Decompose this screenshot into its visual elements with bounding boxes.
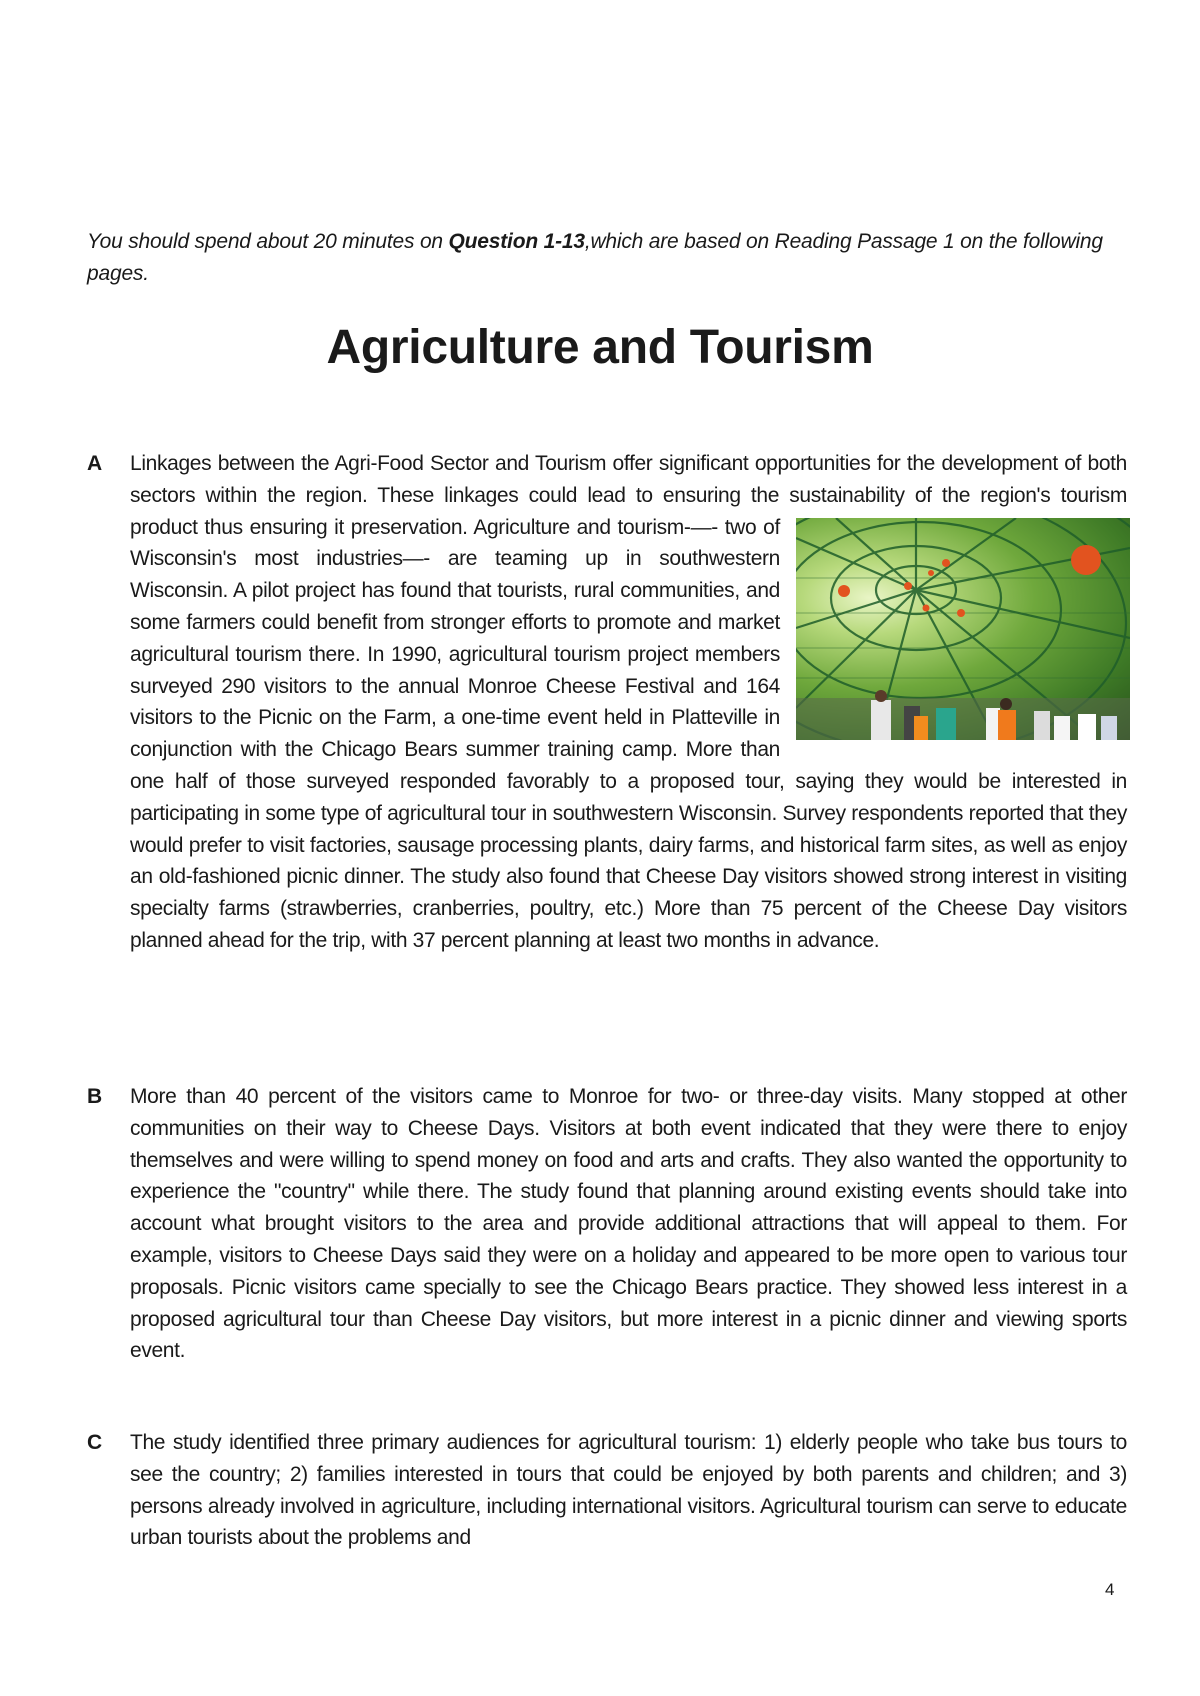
- paragraph-text: More than 40 percent of the visitors came to Monroe for two- or three-day visits. Many stopped at other communities on their way to Cheese Days. Visitors at both event indicated that they were there to enjoy themselves and were willing to spend money on food and arts and crafts. They also wanted the opportunity to experience the "country" while there. The study found that planning around existing events should take into account what brought visitors to the area and provide additional attractions that will appeal to them. For example, visitors to Cheese Days said they were on a holiday and appeared to be more open to various tour proposals. Picnic visitors came specially to see the Chicago Bears practice. They showed less interest in a proposed agricultural tour than Cheese Day visitors, but more interest in a picnic dinner and viewing sports event.: [130, 1085, 1127, 1363]
- instructions: [87, 226, 1127, 290]
- instructions-question-range: Question 1-13: [448, 230, 585, 253]
- instructions-suffix: ,which are based on Reading Passage 1 on the following pages.: [87, 230, 1103, 285]
- paragraph-a: [87, 448, 1127, 957]
- paragraph-letter: B: [87, 1085, 102, 1108]
- paragraph-text-continued: tourism-—- two of Wisconsin's most industries—- are teaming up in southwestern Wisconsin. A pilot project has found that tourists, rural communities, and some farmers could benefit from stronger efforts to promote and market agricultural tourism there. In 1990, agricultural tourism project members surveyed 290 visitors to the annual Monroe Cheese Festival and 164 visitors to the Picnic on the Farm, a one-time event held in Platteville in conjunction with the Chicago Bears summer training camp. More than one half of those surveyed responded favorably to a proposed tour, saying they would be interested in participating in some type of agricultural tour in southwestern Wisconsin. Survey respondents reported that they would prefer to visit factories, sausage processing plants, dairy farms, and historical farm sites, as well as enjoy an old-fashioned picnic dinner. The study also found that Cheese Day visitors showed strong interest in visiting specialty farms (strawberries, cranberries, poultry, etc.) More than 75 percent of the Cheese Day visitors planned ahead for the trip, with 37 percent planning at least two months in advance.: [130, 515, 1127, 952]
- photo-greenhouse-dome-icon: [796, 518, 1130, 740]
- instructions-prefix: You should spend about 20 minutes on: [87, 230, 449, 253]
- paragraph-b: [87, 1081, 1127, 1367]
- greenhouse-dome-photo: [796, 518, 1130, 740]
- page-number: 4: [1105, 1580, 1115, 1599]
- passage-title: Agriculture and Tourism: [326, 321, 874, 374]
- paragraph-text: The study identified three primary audiences for agricultural tourism: 1) elderly people who take bus tours to see the country; 2) families interested in tours that could be enjoyed by both parents and children; and 3) persons already involved in agriculture, including international visitors. Agricultural tourism can serve to educate urban tourists about the problems and: [130, 1431, 1127, 1550]
- paragraph-c: [87, 1427, 1127, 1554]
- paragraph-body: [130, 448, 1127, 957]
- paragraph-letter: A: [87, 452, 102, 475]
- paragraph-text: Linkages between the Agri-Food Sector and Tourism offer significant opportunities for the development of both sectors within the region. These linkages could lead to ensuring the sustainability of the region's tourism product thus ensuring it preservation. Agriculture and: [130, 452, 1127, 539]
- paragraph-letter: C: [87, 1431, 102, 1454]
